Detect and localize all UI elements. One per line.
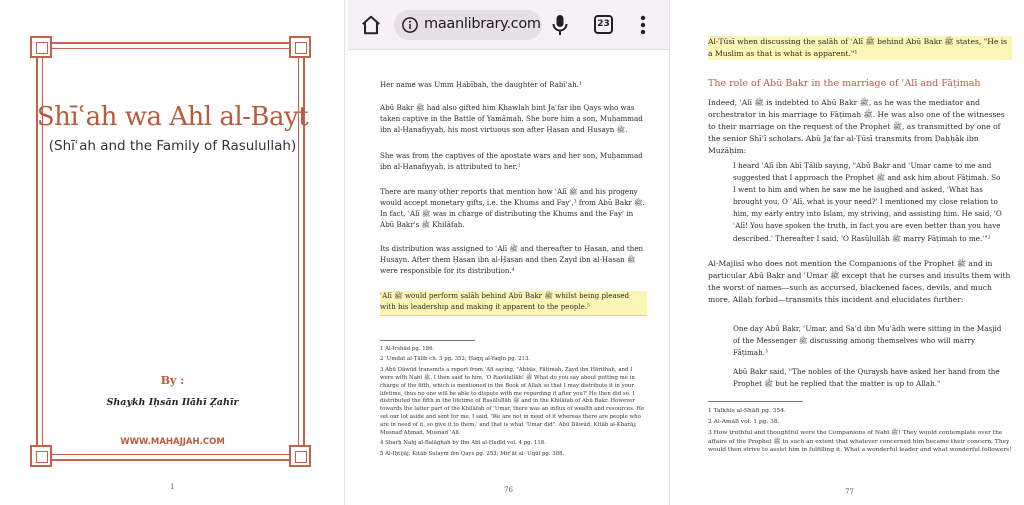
footnote-divider [380,340,475,341]
book-title: Shīʿah wa Ahl al-Bayt [36,102,309,132]
menu-icon[interactable] [640,15,646,35]
highlighted-paragraph: ʿAlī ﷺ would perform ṣalāh behind Abū Bakr ﷺ whilst being pleased with his leadership and making it apparent to the people.⁵ [380,291,647,316]
page-77 [673,0,1024,505]
footnote: 4 Sharḥ Nahj al-Balāghah by Ibn Abī al-Ḥadīd vol. 4 pg. 118. [380,440,546,447]
body-paragraph: Abū Bakr ﷺ had also gifted him Khawlah bint Jaʿfar ibn Qays who was taken captive in the Battle of Yamāmah. She bore him a son, Muḥammad ibn al-Ḥanafiyyah, his most virtuous son after Ḥasan and Ḥusayn ﷺ. [380,103,643,134]
footnote: 3 How truthful and thoughtful were the Companions of Nabī ﷺ! They would contemplate over the affairs of the Prophet ﷺ to such an extent that whatever concerned him became their concern. They would then strive to assist him in fulfilling it. What a wonderful leader and what wonderful followers! [708,430,1012,453]
page-number: 1 [170,483,175,491]
cover-page [0,0,345,505]
highlighted-paragraph: Al-Ṭūsī when discussing the ṣalāh of ʿAlī ﷺ behind Abū Bakr ﷺ states, "He is a Muslim as that is what is apparent."¹ [708,36,1012,60]
body-paragraph: There are many other reports that mention how ʿAlī ﷺ and his progeny would accept monetary gifts, i.e. the Khums and Fayʾ,³ from Abū Bakr ﷺ. In fact, ʿAlī ﷺ was in charge of distributing the Khums and the Fayʾ in Abū Bakr's ﷺ Khilāfah. [380,187,645,229]
block-quote: Abū Bakr said, "The nobles of the Quraysh have asked her hand from the Prophet ﷺ but he replied that the matter is up to Allah." [733,367,1000,389]
footnote: 5 Al-Iḥtijāj; Kitāb Sulaym ibn Qays pg. 253; Mirʾāt al-ʿUqūl pg. 388. [380,450,565,457]
home-icon[interactable] [360,14,382,36]
body-paragraph: Indeed, ʿAlī ﷺ is indebted to Abū Bakr ﷺ, as he was the mediator and orchestrator in his marriage to Fāṭimah ﷺ. He was also one of the witnesses to their marriage on the request of the Prophet ﷺ, as transmitted by one of the senior Shīʿī scholars. Abū Jaʿfar al-Ṭūsī transmits from Ḍaḥḥāk ibn Muzāḥim: [708,98,1005,156]
page-76-screenshot [348,0,670,505]
footnote-divider [708,401,803,402]
footnote: 3 Abū Dāwūd transmits a report from ʿAlī saying, "Abbās, Fāṭimah, Zayd ibn Ḥārithah, and I were with Nabī ﷺ. I then said to him, 'O Rasūlullāh! ﷺ What do you say about putting me in charge of the fifth, which is mentioned in the Book of Allah so that I may distribute it in your lifetime, thus no one will be able to dispute with me regarding it after you?' He then did so. I distributed the fifth in the lifetime of Rasūlullāh ﷺ and in the Khilāfah of Abū Bakr. However towards the latter part of the Khilāfah of ʿUmar, there was an influx of wealth and resources. He set our lot aside and sent for me. I said, 'We are not in need of it whereas there are people who are in need of it, so give it to them,' and that is what ʿUmar did". Abū Dāwūd, Kitāb al-Kharāj; Musnad Aḥmad, Musnad ʿAlī. [380,366,645,437]
browser-toolbar [348,0,670,50]
footnotes [708,407,1012,457]
body-paragraph: She was from the captives of the apostate wars and her son, Muḥammad ibn al-Ḥanafiyyah, is attributed to her.² [380,151,643,171]
author-name: Shaykh Iḥsān Ilāhī Ẓahīr [106,397,239,408]
footnote: 1 Talkhīṣ al-Shāfī pg. 354. [708,408,786,414]
frame-corner-ornament [30,445,52,467]
by-label: By : [160,374,185,387]
footnote: 1 Al-Irshād pg. 186. [380,346,435,352]
book-subtitle: (Shīʿah and the Family of Rasulullah) [48,138,297,154]
frame-corner-ornament [30,36,52,58]
block-quote: I heard ʿAlī ibn Abī Ṭālib saying, "Abū Bakr and ʿUmar came to me and suggested that I approach the Prophet ﷺ and ask him about Fāṭimah. So I went to him and when he saw me he laughed and asked, 'What has brought you, O ʿAlī, what is your need?' I mentioned my close relation to him, my early entry into Islam, my striving, and assisting him. He said, 'O ʿAlī! You have spoken the truth, in fact you are even better than you have described.' Thereafter I said, 'O Rasūlullāh ﷺ marry Fāṭimah to me.'"² [733,161,1002,243]
mic-icon[interactable] [550,13,570,37]
url-text: maanlibrary.com [424,16,541,32]
frame-corner-ornament [289,36,311,58]
section-heading: The role of Abū Bakr in the marriage of ʿAlī and Fāṭimah [708,78,981,89]
page-number: 76 [504,486,513,494]
info-icon[interactable] [401,16,419,34]
page-number: 77 [845,488,854,496]
frame-corner-ornament [289,445,311,467]
body-paragraph: Its distribution was assigned to ʿAlī ﷺ and thereafter to Ḥasan, and then Ḥusayn. After them Ḥasan ibn al-Ḥasan and then Zayd ibn al-Ḥasan ﷺ were responsible for its distribution.⁴ [380,244,644,275]
body-paragraph: Her name was Umm Ḥabībah, the daughter of Rabīʿah.¹ [380,80,582,89]
footnote: 2 ʿUmdat al-Ṭālib ch. 3 pg. 352; Ḥaqq al-Yaqīn pg. 213. [380,356,531,363]
footnotes [380,346,647,461]
footnote: 2 Al-Amālī vol. 1 pg. 38. [708,419,780,425]
tabs-icon[interactable]: 23 [594,15,613,34]
block-quote: One day Abū Bakr, ʿUmar, and Saʿd ibn Muʿādh were sitting in the Masjid of the Messenger ﷺ discussing among themselves who will marry Fāṭimah.³ [733,324,1002,358]
address-bar[interactable] [394,10,542,40]
body-paragraph: Al-Majlisī who does not mention the Companions of the Prophet ﷺ and in particular Abū Bakr and ʿUmar ﷺ except that he curses and insults them with the worst of names—such as accursed, blackened faces, devils, and much more, Allah forbid—transmits this incident and elucidates further: [708,259,1011,305]
website-label: WWW.MAHAJJAH.COM [120,437,225,447]
